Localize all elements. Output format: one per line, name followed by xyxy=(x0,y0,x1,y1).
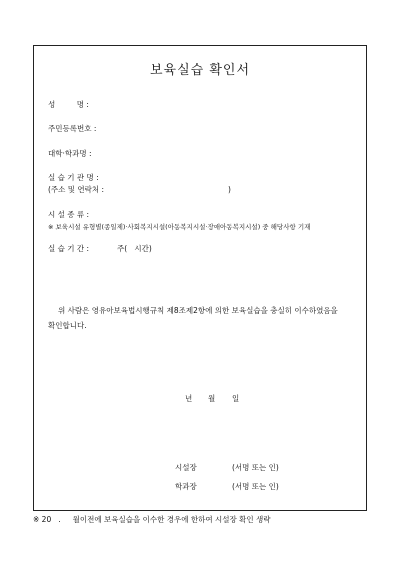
period-value: 주( 시간) xyxy=(117,244,152,253)
document-title: 보육실습 확인서 xyxy=(149,63,251,78)
facility-type-label: 시 설 종 류 : xyxy=(48,210,90,219)
department-head-label: 학과장 xyxy=(175,482,197,491)
university-label: 대학·학과명 : xyxy=(48,149,92,158)
statement-line-2: 확인합니다. xyxy=(48,321,87,330)
document-frame xyxy=(33,45,367,511)
facility-director-label: 시설장 xyxy=(175,463,197,472)
address-label: (주소 및 연락처 : xyxy=(48,185,105,194)
facility-director-signature: (서명 또는 인) xyxy=(232,463,279,472)
facility-type-note: ※ 보육시설 유형별(종일제)·사회복지시설(아동복지시설·장애아동복지시설) 중 해당사항 기재 xyxy=(48,223,311,231)
footnote: ※ 20 . 월이전에 보육실습을 이수한 경우에 한하여 시설장 확인 생략 xyxy=(33,515,271,524)
date-year: 년 xyxy=(185,394,193,403)
date-day: 일 xyxy=(232,394,240,403)
institution-label: 실 습 기 관 명 : xyxy=(48,173,99,182)
department-head-signature: (서명 또는 인) xyxy=(232,482,279,491)
statement-line-1: 위 사람은 영유아보육법시행규칙 제8조제2항에 의한 보육실습을 충실히 이수하였음을 xyxy=(58,306,338,315)
resident-number-label: 주민등록번호 : xyxy=(48,124,97,133)
name-label: 성 명 : xyxy=(48,100,89,109)
date-month: 월 xyxy=(208,394,216,403)
period-label: 실 습 기 간 : xyxy=(48,244,90,253)
address-close: ) xyxy=(228,185,231,194)
